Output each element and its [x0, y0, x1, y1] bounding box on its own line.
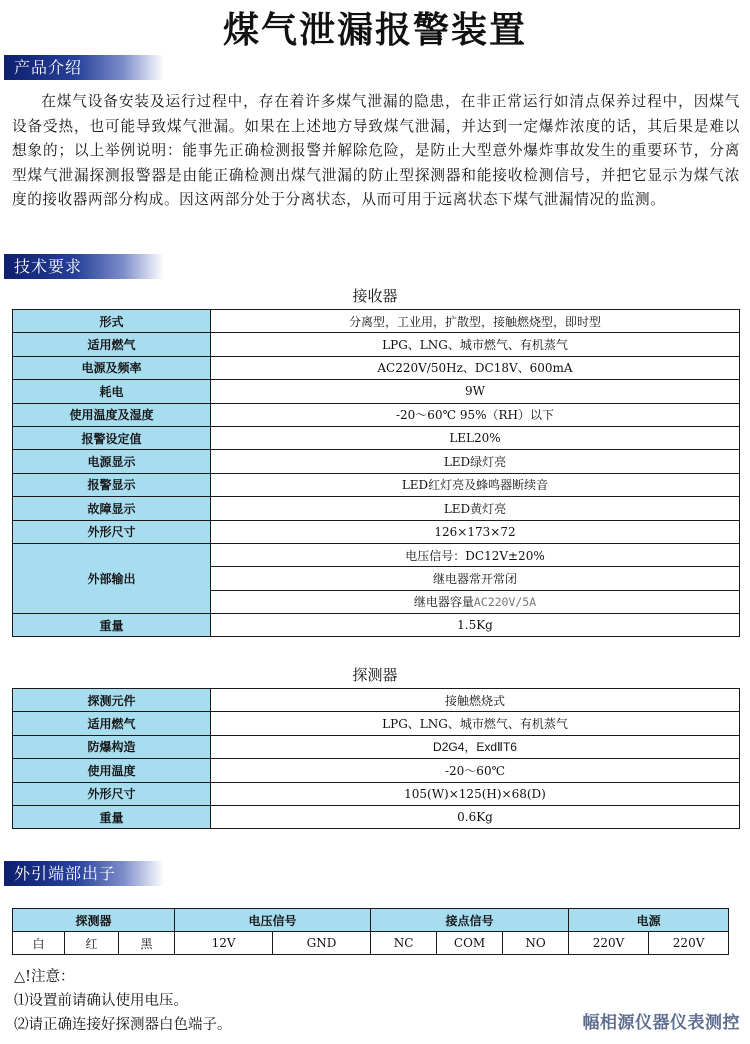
spec-value: -20～60℃ [211, 759, 740, 782]
terminal-header: 接点信号 [371, 909, 569, 932]
brand-watermark: 幅相源仪器仪表测控 [582, 1013, 740, 1033]
section-banner-terminals: 外引端部出子 [4, 861, 164, 886]
spec-label: 故障显示 [13, 497, 211, 520]
terminal-cell: 220V [569, 932, 649, 955]
table-row [13, 497, 740, 520]
spec-value: 105(W)×125(H)×68(D) [211, 782, 740, 805]
spec-value: 9W [211, 380, 740, 403]
table-row [13, 473, 740, 496]
spec-label: 适用燃气 [13, 333, 211, 356]
spec-value: LPG、LNG、城市燃气、有机蒸气 [211, 712, 740, 735]
spec-value: LEL20% [211, 426, 740, 449]
spec-label: 重量 [13, 614, 211, 637]
table-row [13, 614, 740, 637]
spec-label: 外形尺寸 [13, 782, 211, 805]
section-banner-tech: 技术要求 [4, 254, 164, 279]
spec-value: AC220V/50Hz、DC18V、600mA [211, 356, 740, 379]
table-row [13, 932, 729, 955]
spec-label: 探测元件 [13, 689, 211, 712]
table-row [13, 712, 740, 735]
spec-label: 外形尺寸 [13, 520, 211, 543]
table-row [13, 759, 740, 782]
terminal-cell: 12V [175, 932, 273, 955]
spec-label-output: 外部输出 [13, 543, 211, 613]
page-title: 煤气泄漏报警装置 [222, 9, 527, 51]
terminal-cell: GND [273, 932, 371, 955]
spec-value: D2G4，ExdⅡT6 [211, 735, 740, 758]
spec-value-output-voltage: 电压信号：DC12V±20% [211, 543, 740, 566]
relay-capacity-label: 继电器容量 [413, 595, 474, 610]
spec-value: LPG、LNG、城市燃气、有机蒸气 [211, 333, 740, 356]
table-row [13, 403, 740, 426]
table-row [13, 310, 740, 333]
detector-title: 探测器 [352, 666, 398, 684]
spec-label: 使用温度及湿度 [13, 403, 211, 426]
terminal-header: 电压信号 [175, 909, 371, 932]
table-row [13, 805, 740, 828]
intro-paragraph: 在煤气设备安装及运行过程中，存在着许多煤气泄漏的隐患，在非正常运行如清点保养过程中，因煤气设备受热，也可能导致煤气泄漏。如果在上述地方导致煤气泄漏，并达到一定爆炸浓度的话，其后果是难以想象的；以上举例说明：能事先正确检测报警并解除危险，是防止大型意外爆炸事故发生的重要环节，分离型煤气泄漏探测报警器是由能正确检测出煤气泄漏的防止型探测器和能接收检测信号，并把它显示为煤气浓度的接收器两部分构成。因这两部分处于分离状态，从而可用于远离状态下煤气泄漏情况的监测。 [12, 93, 740, 209]
table-row [13, 689, 740, 712]
terminal-header: 电源 [569, 909, 729, 932]
table-row [13, 380, 740, 403]
table-row [13, 426, 740, 449]
terminal-header: 探测器 [13, 909, 175, 932]
spec-label: 防爆构造 [13, 735, 211, 758]
receiver-spec-table [12, 309, 740, 637]
receiver-title: 接收器 [352, 287, 398, 305]
terminal-cell: NO [503, 932, 569, 955]
table-row [13, 450, 740, 473]
table-row [13, 543, 740, 566]
terminal-cell: 220V [649, 932, 729, 955]
spec-value: 接触燃烧式 [211, 689, 740, 712]
spec-value-output-relay: 继电器常开常闭 [211, 567, 740, 590]
spec-label: 适用燃气 [13, 712, 211, 735]
spec-label: 耗电 [13, 380, 211, 403]
notes-block [14, 965, 232, 1037]
detector-spec-table [12, 688, 740, 829]
spec-label: 电源及频率 [13, 356, 211, 379]
spec-value: LED绿灯亮 [211, 450, 740, 473]
spec-label: 形式 [13, 310, 211, 333]
table-row [13, 356, 740, 379]
terminal-table [12, 908, 729, 955]
spec-value: LED红灯亮及蜂鸣器断续音 [211, 473, 740, 496]
relay-capacity-value: AC220V/5A [473, 595, 537, 610]
terminal-cell: 红 [65, 932, 119, 955]
spec-value: 分离型，工业用，扩散型，接触燃烧型，即时型 [211, 310, 740, 333]
spec-label: 电源显示 [13, 450, 211, 473]
spec-value: 1.5Kg [211, 614, 740, 637]
spec-value: -20～60℃ 95%（RH）以下 [211, 403, 740, 426]
table-row [13, 333, 740, 356]
terminal-cell: COM [437, 932, 503, 955]
table-row [13, 520, 740, 543]
terminal-cell: 黑 [119, 932, 175, 955]
spec-label: 报警设定值 [13, 426, 211, 449]
table-row [13, 782, 740, 805]
table-row [13, 909, 729, 932]
spec-value-output-capacity [211, 590, 740, 613]
terminal-cell: NC [371, 932, 437, 955]
spec-label: 报警显示 [13, 473, 211, 496]
spec-value: LED黄灯亮 [211, 497, 740, 520]
spec-label: 重量 [13, 805, 211, 828]
note-item: ⑴设置前请确认使用电压。 [14, 993, 188, 1009]
spec-value: 126×173×72 [211, 520, 740, 543]
terminal-cell: 白 [13, 932, 65, 955]
spec-value: 0.6Kg [211, 805, 740, 828]
note-item: ⑵请正确连接好探测器白色端子。 [14, 1017, 232, 1033]
notes-title: △!注意： [14, 969, 75, 985]
section-banner-intro: 产品介绍 [4, 55, 164, 80]
spec-label: 使用温度 [13, 759, 211, 782]
table-row [13, 735, 740, 758]
